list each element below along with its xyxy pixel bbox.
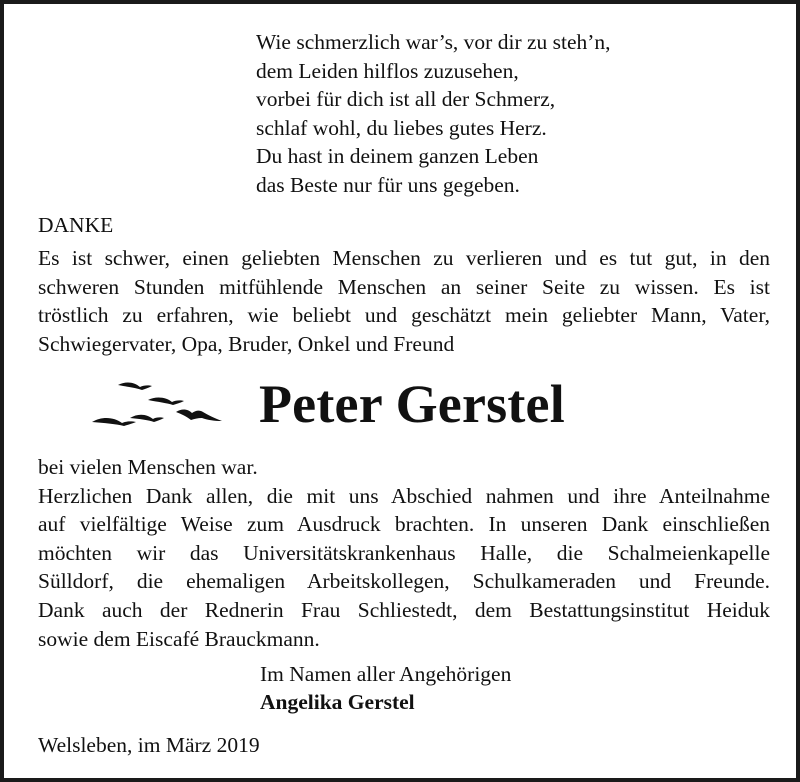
thanks-line: Dank auch der Rednerin Frau Schliestedt, dem Bestattungsinstitut Heiduk [38, 597, 770, 622]
thanks-line: auf vielfältige Weise zum Ausdruck brachten. In unseren Dank einschließen [38, 512, 770, 537]
thanks-line: Sülldorf, die ehemaligen Arbeitskollegen, Schulkameraden und Freunde. [38, 569, 770, 594]
thanks-line: möchten wir das Universitätskrankenhaus Halle, die Schalmeienkapelle [38, 540, 770, 565]
name-row [4, 366, 800, 446]
poem-line: das Beste nur für uns gegeben. [256, 172, 520, 197]
signer-name: Angelika Gerstel [260, 690, 415, 714]
poem-line: Du hast in deinem ganzen Leben [256, 144, 539, 169]
signoff-line: Im Namen aller Angehörigen [260, 662, 512, 686]
thanks-line: Herzlichen Dank allen, die mit uns Abschied nahmen und ihre Anteilnahme [38, 483, 770, 508]
poem-line: vorbei für dich ist all der Schmerz, [256, 87, 556, 112]
thanks-line: bei vielen Menschen war. [38, 455, 258, 479]
thanks-heading: DANKE [38, 213, 114, 237]
deceased-name: Peter Gerstel [259, 374, 565, 434]
poem-line: dem Leiden hilflos zuzusehen, [256, 58, 519, 83]
poem [256, 28, 611, 200]
thanks-line: sowie dem Eiscafé Brauckmann. [38, 626, 320, 651]
intro-line: Schwiegervater, Opa, Bruder, Onkel und Freund [38, 331, 455, 356]
intro-line: schweren Stunden mitfühlende Menschen an seiner Seite zu wissen. Es ist [38, 274, 770, 299]
thanks-paragraph [38, 453, 770, 653]
intro-line: Es ist schwer, einen geliebten Menschen zu verlieren und es tut gut, in den [38, 246, 770, 270]
signoff [260, 660, 511, 716]
poem-line: Wie schmerzlich war’s, vor dir zu steh’n, [256, 30, 611, 54]
intro-line: tröstlich zu erfahren, wie beliebt und geschätzt mein geliebter Mann, Vater, [38, 303, 770, 327]
intro-paragraph [38, 244, 770, 358]
flying-birds-icon [90, 376, 230, 432]
place-date: Welsleben, im März 2019 [38, 733, 260, 757]
poem-line: schlaf wohl, du liebes gutes Herz. [256, 115, 547, 140]
